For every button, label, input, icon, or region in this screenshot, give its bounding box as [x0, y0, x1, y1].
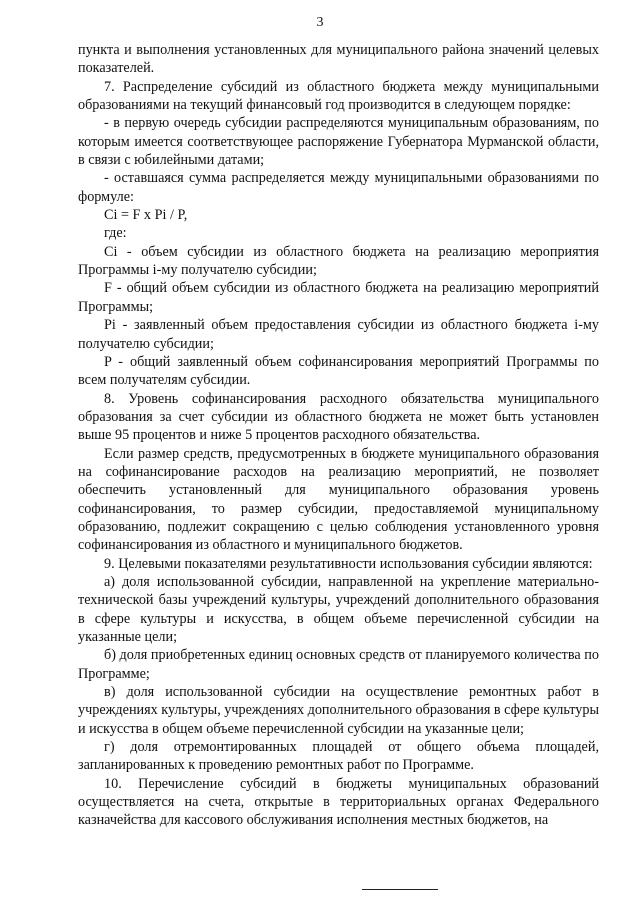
definition-pi: Pi - заявленный объем предоставления субсидии из областного бюджета i-му получателю субсидии; — [78, 317, 599, 352]
paragraph-clause-10: 10. Перечисление субсидий в бюджеты муниципальных образований осуществляется на счета, открытые в территориальных органах Федерального казначейства для кассового обслуживания исполнения местных бюджетов, на — [78, 775, 599, 829]
indicator-a: а) доля использованной субсидии, направленной на укрепление материально-технической базы учреждений культуры, учреждений дополнительного образования в сфере культуры и искусства, в общем объеме перечисленной субсидии на указанные цели; — [78, 573, 599, 645]
definition-p: P - общий заявленный объем софинансирования мероприятий Программы по всем получателям субсидии. — [78, 353, 599, 389]
indicator-b: б) доля приобретенных единиц основных средств от планируемого количества по Программе; — [78, 647, 599, 682]
indicator-v: в) доля использованной субсидии на осуществление ремонтных работ в учреждениях культуры, учреждениях дополнительного образования в сфере культуры и искусства в общем объеме перечисленной субсидии на указанные цели; — [78, 684, 599, 737]
footer-rule — [362, 889, 438, 890]
paragraph-clause-9: 9. Целевыми показателями результативности использования субсидии являются: — [104, 555, 593, 572]
paragraph-clause-7: 7. Распределение субсидий из областного бюджета между муниципальными образованиями на текущий финансовый год производится в следующем порядке: — [78, 78, 599, 114]
page-number: 3 — [316, 15, 324, 30]
paragraph-clause-8: 8. Уровень софинансирования расходного обязательства муниципального образования за счет субсидии из областного бюджета не может быть установлен выше 95 процентов и ниже 5 процентов расходного обязательства. — [78, 390, 599, 444]
formula: Ci = F x Pi / P, — [104, 207, 188, 224]
paragraph-continuation: пункта и выполнения установленных для муниципального района значений целевых показателей. — [78, 42, 599, 77]
paragraph-first-priority: - в первую очередь субсидии распределяются муниципальным образованиям, по которым имеется соответствующее распоряжение Губернатора Мурманской области, в связи с юбилейными датами; — [78, 115, 599, 169]
document-body — [78, 41, 599, 830]
paragraph-remaining-sum: - оставшаяся сумма распределяется между муниципальными образованиями по формуле: — [78, 170, 599, 205]
definition-ci: Ci - объем субсидии из областного бюджета на реализацию мероприятия Программы i-му получателю субсидии; — [78, 243, 599, 279]
formula-where: где: — [104, 225, 127, 242]
paragraph-cofinancing-reduction: Если размер средств, предусмотренных в бюджете муниципального образования на софинансирование расходов на реализацию мероприятий, не позволяет обеспечить установленный для муниципального образования уровень софинансирования, то размер субсидии, предоставляемой муниципальному образованию, подлежит сокращению с целью соблюдения установленного уровня софинансирования из областного и муниципального бюджетов. — [78, 445, 599, 554]
definition-f: F - общий объем субсидии из областного бюджета на реализацию мероприятий Программы; — [78, 280, 599, 315]
indicator-g: г) доля отремонтированных площадей от общего объема площадей, запланированных к проведению ремонтных работ по Программе. — [78, 739, 599, 774]
